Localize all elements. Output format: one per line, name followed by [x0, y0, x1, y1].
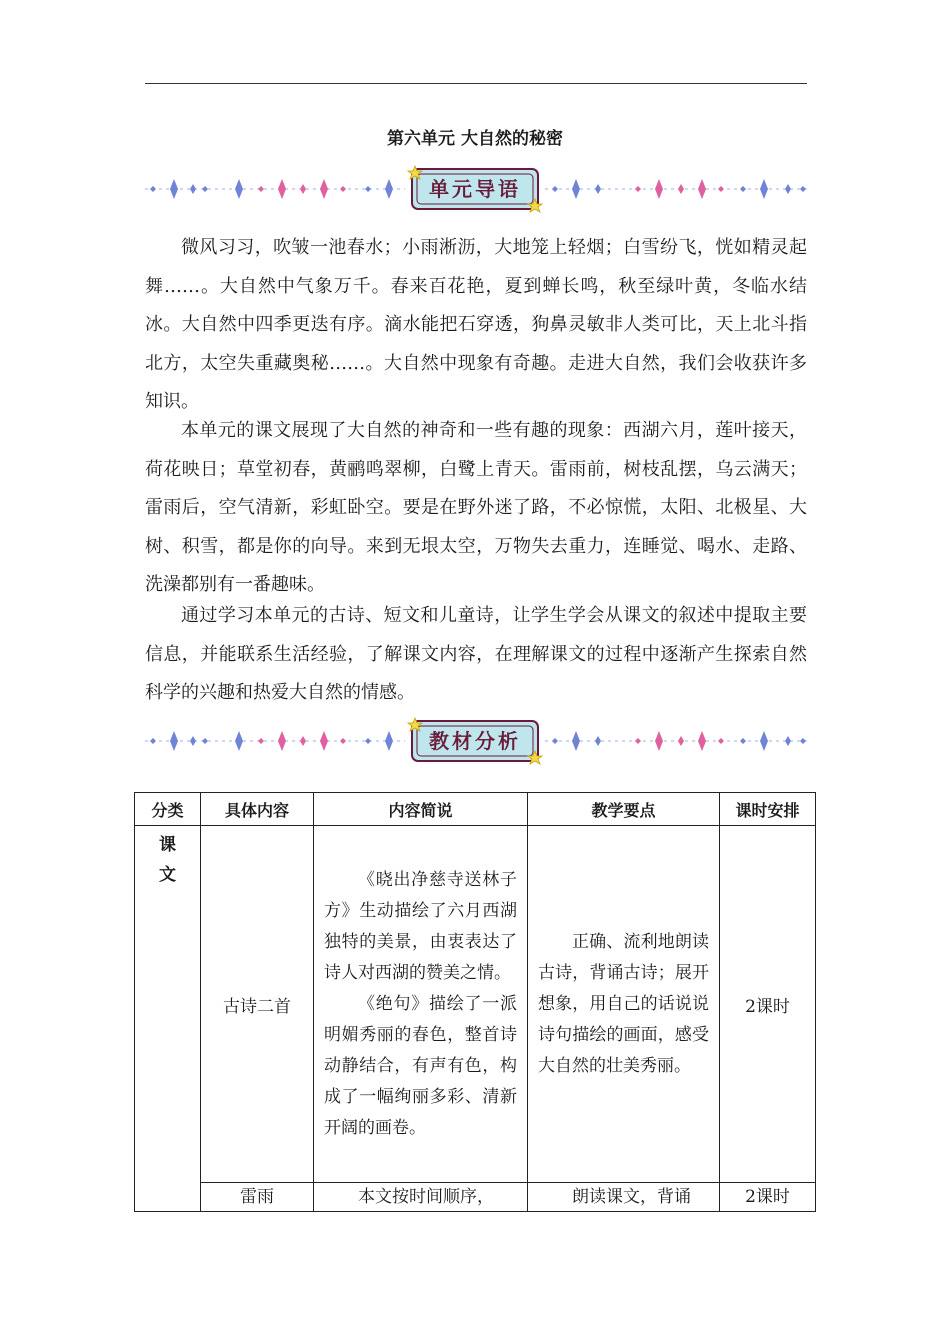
- category-cell: [135, 826, 201, 1212]
- unit-intro-heading: 单元导语: [429, 177, 521, 201]
- material-analysis-table: [134, 792, 816, 1212]
- summary-paragraph: 《绝句》描绘了一派明媚秀丽的春色，整首诗动静结合，有声有色，构成了一幅绚丽多彩、清新开阔的画卷。: [324, 993, 517, 1138]
- intro-paragraph-2: 本单元的课文展现了大自然的神奇和一些有趣的现象：西湖六月，莲叶接天，荷花映日；草堂初春，黄鹂鸣翠柳，白鹭上青天。雷雨前，树枝乱摆，乌云满天；雷雨后，空气清新，彩虹卧空。要是在野外迷了路，不必惊慌，太阳、北极星、大树、积雪，都是你的向导。来到无垠太空，万物失去重力，连睡觉、喝水、走路、洗澡都别有一番趣味。: [145, 420, 807, 596]
- header-content: 具体内容: [201, 793, 314, 826]
- key-points-text: 朗读课文，背诵: [572, 1187, 691, 1207]
- intro-paragraph-3: 通过学习本单元的古诗、短文和儿童诗，让学生学会从课文的叙述中提取主要信息，并能联系生活经验，了解课文内容，在理解课文的过程中逐渐产生探索自然科学的兴趣和热爱大自然的情感。: [145, 605, 807, 704]
- header-key-points: 教学要点: [528, 793, 720, 826]
- material-analysis-banner: [140, 716, 810, 766]
- content-cell: 雷雨: [201, 1183, 314, 1212]
- summary-cell: [314, 1183, 528, 1212]
- header-summary: 内容简说: [314, 793, 528, 826]
- table-row: [135, 826, 816, 1183]
- key-points-cell: [528, 826, 720, 1183]
- sparkle-row-right: [545, 179, 808, 199]
- table-header-row: [135, 793, 816, 826]
- page-title: 第六单元 大自然的秘密: [387, 129, 563, 149]
- header-rule: [145, 83, 807, 84]
- content-cell: 古诗二首: [201, 826, 314, 1183]
- table-row: [135, 1183, 816, 1212]
- key-points-cell: [528, 1183, 720, 1212]
- hours-cell: 2课时: [720, 1183, 816, 1212]
- header-category: 分类: [135, 793, 201, 826]
- hours-cell: 2课时: [720, 826, 816, 1183]
- category-label: 课文: [159, 835, 176, 885]
- sparkle-row-right: [545, 731, 808, 751]
- sparkle-row-left: [145, 731, 405, 751]
- unit-intro-banner: [140, 164, 810, 214]
- summary-paragraph: 《晓出净慈寺送林子方》生动描绘了六月西湖独特的美景，由衷表达了诗人对西湖的赞美之情。: [324, 869, 517, 983]
- summary-paragraph: 本文按时间顺序，: [358, 1187, 494, 1207]
- material-analysis-heading: 教材分析: [429, 729, 521, 753]
- summary-cell: [314, 826, 528, 1183]
- sparkle-row-left: [145, 179, 405, 199]
- header-hours: 课时安排: [720, 793, 816, 826]
- key-points-text: 正确、流利地朗读古诗，背诵古诗；展开想象，用自己的话说说诗句描绘的画面，感受大自然的壮美秀丽。: [538, 931, 709, 1076]
- intro-paragraph-1: 微风习习，吹皱一池春水；小雨淅沥，大地笼上轻烟；白雪纷飞，恍如精灵起舞……。大自然中气象万千。春来百花艳，夏到蝉长鸣，秋至绿叶黄，冬临水结冰。大自然中四季更迭有序。滴水能把石穿透，狗鼻灵敏非人类可比，天上北斗指北方，太空失重藏奥秘……。大自然中现象有奇趣。走进大自然，我们会收获许多知识。: [145, 237, 807, 413]
